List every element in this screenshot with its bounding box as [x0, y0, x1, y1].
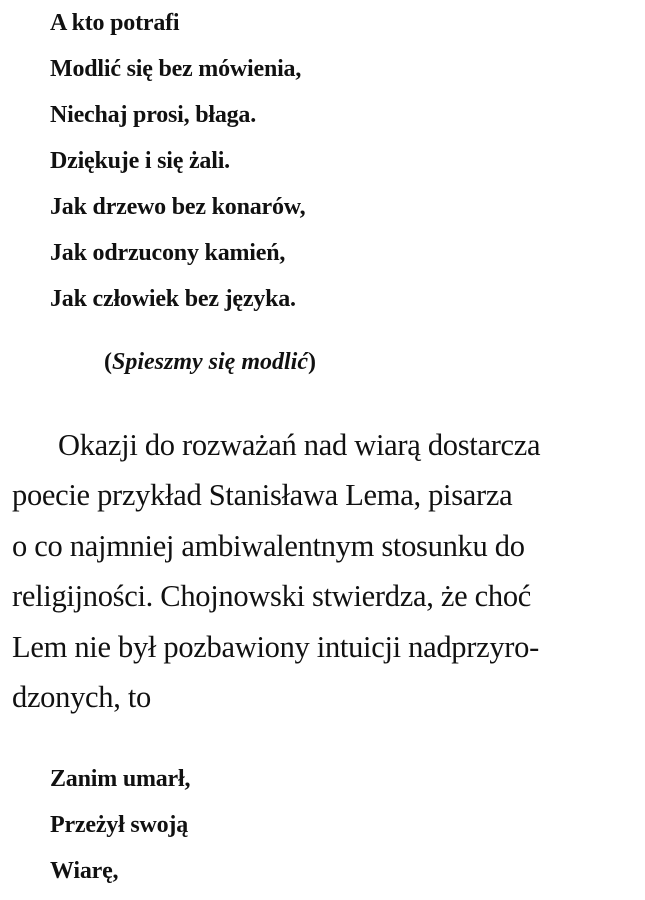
poem-line: Wiarę, [50, 858, 119, 884]
source-open-paren: ( [104, 349, 112, 375]
source-title: Spieszmy się modlić [112, 349, 308, 375]
poem-line: Dziękuje i się żali. [50, 148, 230, 174]
prose-line: religijności. Chojnowski stwierdza, że choć [12, 579, 532, 614]
prose-paragraph [12, 420, 637, 722]
poem-line: Jak odrzucony kamień, [50, 240, 286, 266]
poem-excerpt-second [50, 756, 190, 894]
poem-line: Jak człowiek bez języka. [50, 286, 296, 312]
poem-line: Niechaj prosi, błaga. [50, 102, 257, 128]
prose-line: Okazji do rozważań nad wiarą dostarcza [58, 428, 541, 462]
source-close-paren: ) [307, 349, 316, 375]
poem-line: Modlić się bez mówienia, [50, 56, 302, 82]
prose-line: poecie przykład Stanisława Lema, pisarza [12, 478, 513, 513]
prose-line: o co najmniej ambiwalentnym stosunku do [12, 528, 525, 563]
poem-line: Przeżył swoją [50, 812, 189, 838]
poem-source [104, 342, 316, 382]
poem-line: A kto potrafi [50, 10, 180, 36]
poem-line: Zanim umarł, [50, 766, 191, 792]
poem-excerpt [50, 0, 305, 322]
prose-line: Lem nie był pozbawiony intuicji nadprzyro- [12, 629, 539, 664]
poem-line: Jak drzewo bez konarów, [50, 194, 306, 220]
prose-line: dzonych, to [12, 679, 151, 714]
